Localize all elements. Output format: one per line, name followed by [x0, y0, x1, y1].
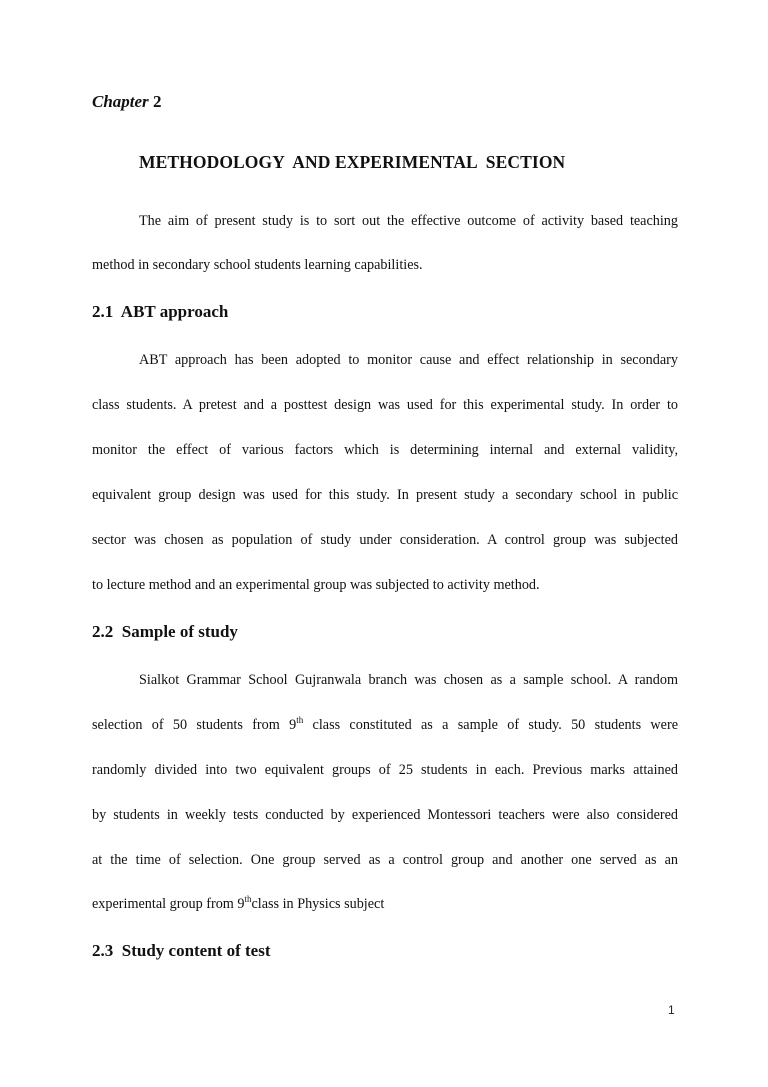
text-segment: selection of 50 students from 9	[92, 717, 297, 733]
paragraph-line: sector was chosen as population of study under consideration. A control group was subjected	[92, 532, 678, 548]
paragraph-line	[92, 895, 678, 913]
page-number: 1	[668, 1003, 675, 1017]
section-heading-abt-approach: 2.1 ABT approach	[92, 302, 229, 321]
page-title: METHODOLOGY AND EXPERIMENTAL SECTION	[139, 152, 566, 172]
superscript: th	[244, 894, 252, 904]
paragraph-line: ABT approach has been adopted to monitor cause and effect relationship in secondary	[139, 352, 678, 368]
paragraph-line: Sialkot Grammar School Gujranwala branch was chosen as a sample school. A random	[139, 672, 678, 688]
section-heading-study-content-of-test: 2.3 Study content of test	[92, 941, 271, 960]
paragraph-line: class students. A pretest and a posttest design was used for this experimental study. In order to	[92, 397, 678, 413]
intro-line: method in secondary school students learning capabilities.	[92, 257, 423, 273]
intro-line: The aim of present study is to sort out the effective outcome of activity based teaching	[139, 213, 678, 229]
paragraph-line: randomly divided into two equivalent groups of 25 students in each. Previous marks attained	[92, 762, 678, 778]
superscript: th	[296, 715, 304, 725]
chapter-word: Chapter	[92, 92, 149, 111]
text-segment: class in Physics subject	[251, 896, 385, 912]
paragraph-line: monitor the effect of various factors which is determining internal and external validity,	[92, 442, 678, 458]
paragraph-line: equivalent group design was used for this study. In present study a secondary school in public	[92, 487, 678, 503]
chapter-label	[92, 92, 161, 112]
paragraph-line: by students in weekly tests conducted by experienced Montessori teachers were also considered	[92, 807, 678, 823]
chapter-number: 2	[152, 92, 162, 111]
text-segment: class constituted as a sample of study. 50 students were	[303, 717, 678, 733]
paragraph-line: at the time of selection. One group served as a control group and another one served as an	[92, 852, 678, 868]
section-heading-sample-of-study: 2.2 Sample of study	[92, 622, 238, 641]
paragraph-line	[92, 716, 678, 734]
text-segment: experimental group from 9	[92, 896, 245, 912]
paragraph-line: to lecture method and an experimental group was subjected to activity method.	[92, 577, 540, 593]
